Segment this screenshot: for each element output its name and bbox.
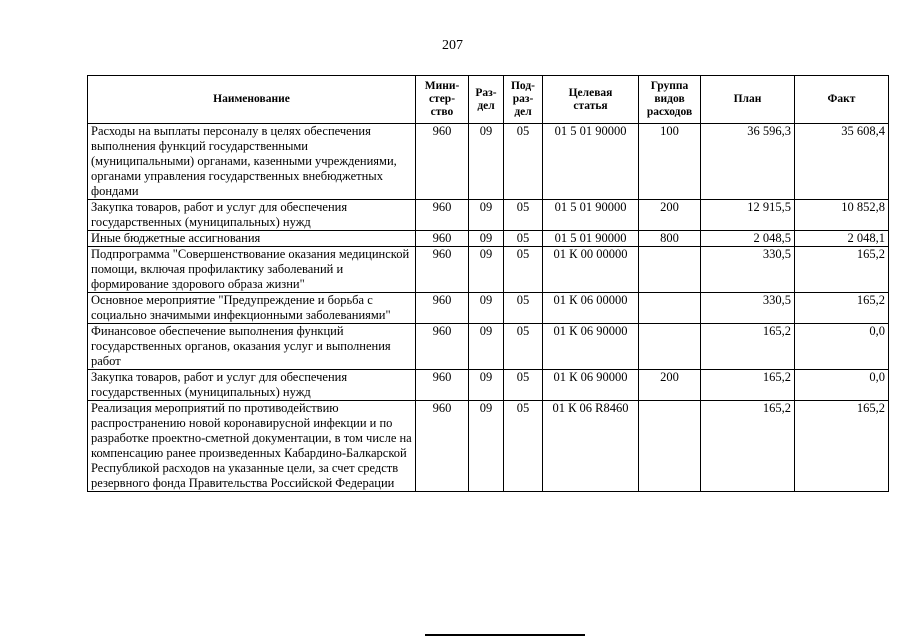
row-section: 09: [469, 200, 504, 231]
row-section: 09: [469, 401, 504, 492]
row-target: 01 К 06 R8460: [543, 401, 639, 492]
row-group: [639, 401, 701, 492]
row-target: 01 К 00 00000: [543, 247, 639, 293]
row-fact: 165,2: [795, 293, 889, 324]
row-plan: 36 596,3: [701, 124, 795, 200]
row-subsection: 05: [504, 370, 543, 401]
row-group: [639, 247, 701, 293]
table-row: [88, 231, 889, 247]
row-plan: 165,2: [701, 370, 795, 401]
row-ministry: 960: [416, 324, 469, 370]
header-name: Наименование: [88, 76, 416, 124]
row-subsection: 05: [504, 247, 543, 293]
row-target: 01 5 01 90000: [543, 124, 639, 200]
row-group: 200: [639, 200, 701, 231]
row-target: 01 К 06 90000: [543, 370, 639, 401]
row-plan: 2 048,5: [701, 231, 795, 247]
row-name: Закупка товаров, работ и услуг для обеспечения государственных (муниципальных) нужд: [88, 200, 416, 231]
row-section: 09: [469, 124, 504, 200]
row-subsection: 05: [504, 401, 543, 492]
row-group: 200: [639, 370, 701, 401]
row-section: 09: [469, 247, 504, 293]
table-row: [88, 370, 889, 401]
header-section: Раз- дел: [469, 76, 504, 124]
row-name: Иные бюджетные ассигнования: [88, 231, 416, 247]
page-number: 207: [442, 38, 463, 53]
header-subsection: Под- раз- дел: [504, 76, 543, 124]
table-row: [88, 247, 889, 293]
row-target: 01 К 06 90000: [543, 324, 639, 370]
table-row: [88, 293, 889, 324]
row-name: Основное мероприятие "Предупреждение и борьба с социально значимыми инфекционными заболеваниями": [88, 293, 416, 324]
row-plan: 165,2: [701, 324, 795, 370]
row-ministry: 960: [416, 124, 469, 200]
header-row: [88, 76, 889, 124]
row-name: Закупка товаров, работ и услуг для обеспечения государственных (муниципальных) нужд: [88, 370, 416, 401]
row-ministry: 960: [416, 231, 469, 247]
row-subsection: 05: [504, 324, 543, 370]
row-target: 01 5 01 90000: [543, 231, 639, 247]
table-row: [88, 124, 889, 200]
row-ministry: 960: [416, 247, 469, 293]
row-group: [639, 324, 701, 370]
row-ministry: 960: [416, 200, 469, 231]
row-target: 01 К 06 00000: [543, 293, 639, 324]
budget-table: [87, 75, 889, 492]
row-section: 09: [469, 370, 504, 401]
table-row: [88, 324, 889, 370]
row-fact: 165,2: [795, 401, 889, 492]
row-subsection: 05: [504, 293, 543, 324]
row-group: 800: [639, 231, 701, 247]
row-fact: 2 048,1: [795, 231, 889, 247]
row-fact: 35 608,4: [795, 124, 889, 200]
row-name: Финансовое обеспечение выполнения функций государственных органов, оказания услуг и выполнения работ: [88, 324, 416, 370]
row-name: Подпрограмма "Совершенствование оказания медицинской помощи, включая профилактику заболеваний и формирование здорового образа жизни": [88, 247, 416, 293]
row-fact: 165,2: [795, 247, 889, 293]
row-ministry: 960: [416, 401, 469, 492]
row-plan: 330,5: [701, 247, 795, 293]
row-subsection: 05: [504, 231, 543, 247]
row-plan: 12 915,5: [701, 200, 795, 231]
row-target: 01 5 01 90000: [543, 200, 639, 231]
row-fact: 10 852,8: [795, 200, 889, 231]
row-name: Расходы на выплаты персоналу в целях обеспечения выполнения функций государственными (муниципальными) органами, казенными учреждениями, органами управления государственных внебюджетных фондами: [88, 124, 416, 200]
row-group: 100: [639, 124, 701, 200]
header-plan: План: [701, 76, 795, 124]
row-plan: 330,5: [701, 293, 795, 324]
header-target: Целевая статья: [543, 76, 639, 124]
header-group: Группа видов расходов: [639, 76, 701, 124]
row-ministry: 960: [416, 370, 469, 401]
row-group: [639, 293, 701, 324]
row-fact: 0,0: [795, 324, 889, 370]
row-section: 09: [469, 231, 504, 247]
row-name: Реализация мероприятий по противодействию распространению новой коронавирусной инфекции и по разработке проектно-сметной документации, в том числе на компенсацию ранее произведенных Кабардино-Балкарской Республикой расходов на указанные цели, за счет средств резервного фонда Правительства Российской Федерации: [88, 401, 416, 492]
row-section: 09: [469, 324, 504, 370]
header-ministry: Мини- стер- ство: [416, 76, 469, 124]
row-ministry: 960: [416, 293, 469, 324]
row-subsection: 05: [504, 124, 543, 200]
bottom-divider: [425, 634, 585, 636]
row-subsection: 05: [504, 200, 543, 231]
table-row: [88, 401, 889, 492]
row-section: 09: [469, 293, 504, 324]
row-plan: 165,2: [701, 401, 795, 492]
header-fact: Факт: [795, 76, 889, 124]
row-fact: 0,0: [795, 370, 889, 401]
table-row: [88, 200, 889, 231]
